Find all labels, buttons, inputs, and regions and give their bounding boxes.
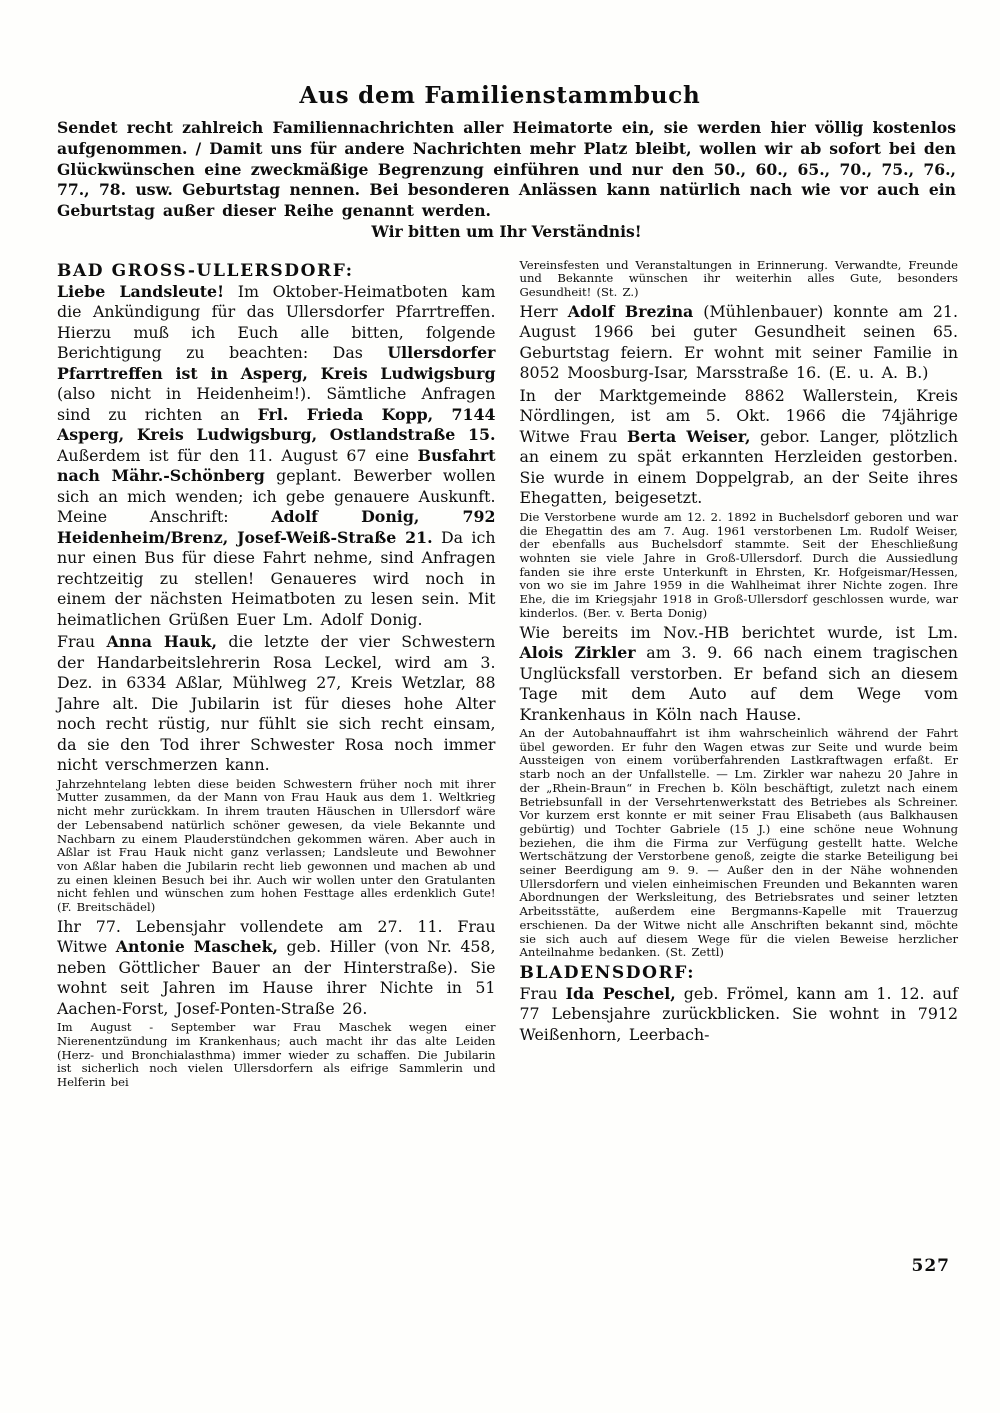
left-column bbox=[57, 258, 496, 1092]
bold-text: Antonie Maschek, bbox=[115, 937, 279, 957]
text: Frau bbox=[57, 632, 107, 652]
text: Herr bbox=[519, 301, 568, 321]
two-column-layout bbox=[57, 258, 958, 1092]
bold-text: Adolf Brezina bbox=[567, 301, 694, 321]
text: Ihr 77. Lebensjahr vollendete am 27. 11. Frau Witwe bbox=[57, 916, 496, 957]
text: (also nicht in Heidenheim!). Sämtliche Anfragen sind zu richten an bbox=[57, 384, 496, 424]
body-paragraph bbox=[520, 302, 959, 384]
text: Außerdem ist für den 11. August 67 eine bbox=[57, 445, 418, 465]
text: geb. Hiller (von Nr. 458, neben Göttlicher Bauer an der Hinterstraße). Sie wohnt seit Jahren im Hause ihrer Nichte in 51 Aachen-Forst, Josef-Ponten-Straße 26. bbox=[57, 937, 496, 1018]
right-column bbox=[520, 258, 959, 1092]
text: die letzte der vier Schwestern der Handarbeitslehrerin Rosa Leckel, wird am 3. Dez. in 6334 Aßlar, Mühlweg 27, Kreis Wetzlar, 88 Jahre alt. Die Jubilarin ist für dieses hohe Alter noch recht rüstig, nur fühlt sie sich recht einsam, da sie den Tod ihrer Schwester Rosa noch immer nicht verschmerzen kann. bbox=[57, 632, 496, 775]
text: Da ich nur einen Bus für diese Fahrt nehme, sind Anfragen rechtzeitig zu stellen! Genaueres wird noch in einem der nächsten Heimatboten zu lesen sein. Mit heimatlichen Grüßen Euer Lm. Adolf Donig. bbox=[57, 527, 496, 629]
bold-text: Adolf Donig, 792 Heidenheim/Brenz, Josef-Weiß-Straße 21. bbox=[57, 507, 496, 547]
bold-text: BAD GROSS-ULLERSDORF: bbox=[57, 260, 354, 281]
text: In der Marktgemeinde 8862 Wallerstein, Kreis Nördlingen, ist am 5. Okt. 1966 die 74jährige Witwe Frau bbox=[519, 385, 958, 446]
text: am 3. 9. 66 nach einem tragischen Unglücksfall verstorben. Er befand sich an diesem Tage mit dem Auto auf dem Wege vom Krankenhaus in Köln nach Hause. bbox=[519, 643, 958, 724]
text: Wie bereits im Nov.-HB berichtet wurde, ist Lm. bbox=[519, 622, 958, 642]
intro-closing-line: Wir bitten um Ihr Verständnis! bbox=[371, 221, 642, 241]
text: Frau bbox=[519, 983, 566, 1003]
body-paragraph bbox=[520, 386, 959, 509]
bold-text: Liebe Landsleute! bbox=[57, 281, 225, 301]
body-paragraph bbox=[57, 917, 496, 1020]
page-title: Aus dem Familienstammbuch bbox=[299, 82, 701, 109]
bold-text: Ullersdorfer Pfarrtreffen ist in Asperg, Kreis Ludwigsburg bbox=[57, 343, 496, 383]
text: Die Verstorbene wurde am 12. 2. 1892 in Buchelsdorf geboren und war die Ehegattin des am 7. Aug. 1961 verstorbenen Lm. Rudolf Weiser, der ebenfalls aus Buchelsdorf stammte. Seit der Eheschließung wohnten sie viele Jahre in Groß-Ullersdorf. Durch die Aussiedlung fanden sie ihre erste Unterkunft in Ehrsten, Kr. Hofgeismar/Hessen, von wo sie im Jahre 1959 in die Wahlheimat ihrer Nichte zogen. Ihre Ehe, die im Kriegsjahr 1918 in Groß-Ullersdorf geschlossen wurde, war kinderlos. (Ber. v. Berta Donig) bbox=[519, 509, 958, 620]
bold-text: Anna Hauk, bbox=[106, 632, 217, 652]
section-heading bbox=[520, 963, 959, 983]
body-paragraph bbox=[57, 282, 496, 631]
bold-text: Busfahrt nach Mähr.-Schönberg bbox=[57, 445, 496, 486]
text: An der Autobahnauffahrt ist ihm wahrscheinlich während der Fahrt übel geworden. Er fuhr den Wagen etwas zur Seite und wurde beim Aussteigen von einem vorüberfahrenden Lastkraftwagen erfaßt. Er starb noch an der Unfallstelle. — Lm. Zirkler war nahezu 20 Jahre in der „Rhein-Braun“ in Frechen b. Köln beschäftigt, zuletzt nach einem Betriebsunfall in der Versehrtenwerkstatt des Betriebes als Schreiner. Vor kurzem erst konnte er mit seiner Frau Elisabeth (aus Balkhausen gebürtig) und Tochter Gabriele (15 J.) eine schöne neue Wohnung beziehen, die ihm die Firma zur Verfügung gestellt hatte. Welche Wertschätzung der Verstorbene genoß, zeigte die starke Beteiligung bei seiner Beerdigung am 9. 9. — Außer den in der Nähe wohnenden Ullersdorfern und vielen einheimischen Freunden und Bekannten waren Abordnungen der Werksleitung, des Betriebsrates und seiner letzten Arbeitsstätte, außerdem eine Bergmanns-Kapelle mit Trauerzug erschienen. Da der Witwe nicht alle Anschriften bekannt sind, möchte sie sich auch auf diesem Wege für die vielen Beweise herzlicher Anteilnahme bedanken. (St. Zettl) bbox=[519, 726, 958, 960]
intro-paragraph: Sendet recht zahlreich Familiennachrichten aller Heimatorte ein, sie werden hier völlig kostenlos aufgenommen. / Damit uns für andere Nachrichten mehr Platz bleibt, wollen wir ab sofort bei den Glückwünschen eine zweckmäßige Begrenzung einführen und nur den 50., 60., 65., 70., 75., 76., 77., 78. usw. Geburtstag nennen. Bei besonderen Anlässen kann natürlich nach wie vor auch ein Geburtstag außer dieser Reihe genannt werden. bbox=[57, 118, 956, 221]
body-paragraph bbox=[57, 632, 496, 776]
text: gebor. Langer, plötzlich an einem zu spät erkannten Herzleiden gestorben. Sie wurde in einem Doppelgrab, an der Seite ihres Ehegatten, beigesetzt. bbox=[519, 426, 958, 508]
text: (Mühlenbauer) konnte am 21. August 1966 bei guter Gesundheit seinen 65. Geburtstag feiern. Er wohnt mit seiner Familie in 8052 Moosburg-Isar, Marsstraße 16. (E. u. A. B.) bbox=[519, 301, 959, 383]
text: Vereinsfesten und Veranstaltungen in Erinnerung. Verwandte, Freunde und Bekannte wünschen ihr weiterhin alles Gute, besonders Gesundheit! (St. Z.) bbox=[519, 257, 958, 300]
bold-text: Ida Peschel, bbox=[565, 983, 676, 1003]
small-print-paragraph bbox=[520, 259, 959, 300]
text: geplant. Bewerber wollen sich an mich wenden; ich gebe genauere Auskunft. Meine Anschrift: bbox=[57, 466, 496, 527]
small-print-paragraph bbox=[520, 511, 959, 621]
small-print-paragraph bbox=[520, 727, 959, 960]
bold-text: BLADENSDORF: bbox=[519, 962, 696, 983]
text: Jahrzehntelang lebten diese beiden Schwestern früher noch mit ihrer Mutter zusammen, da der Mann von Frau Hauk aus dem 1. Weltkrieg nicht mehr zurückkam. In ihrem trauten Häuschen in Ullersdorf wäre der Lebensabend natürlich schöner gewesen, da viele Bekannte und Nachbarn zu einem Plauderstündchen gekommen wären. Aber auch in Aßlar ist Frau Hauk nicht ganz verlassen; Landsleute und Bewohner von Aßlar haben die Jubilarin recht lieb gewonnen und machen ab und zu einen kleinen Besuch bei ihr. Auch wir wollen unter den Gratulanten nicht fehlen und wünschen zum hohen Festtage alles erdenklich Gute! (F. Breitschädel) bbox=[57, 776, 496, 915]
bold-text: Alois Zirkler bbox=[519, 643, 636, 663]
page-number: 527 bbox=[911, 1256, 950, 1276]
body-paragraph bbox=[520, 623, 959, 726]
bold-text: Frl. Frieda Kopp, 7144 Asperg, Kreis Ludwigsburg, Ostlandstraße 15. bbox=[57, 404, 496, 445]
text: Im August - September war Frau Maschek wegen einer Nierenentzündung im Krankenhaus; auch macht ihr das alte Leiden (Herz- und Bronchialasthma) immer wieder zu schaffen. Die Jubilarin ist sicherlich noch vielen Ullersdorfern als eifrige Sammlerin und Helferin bei bbox=[57, 1020, 496, 1090]
text: Im Oktober-Heimatboten kam die Ankündigung für das Ullersdorfer Pfarrtreffen. Hierzu muß ich Euch alle bitten, folgende Berichtigung zu beachten: Das bbox=[57, 281, 496, 363]
small-print-paragraph bbox=[57, 1021, 496, 1090]
section-heading bbox=[57, 261, 496, 281]
text: geb. Frömel, kann am 1. 12. auf 77 Lebensjahre zurückblicken. Sie wohnt in 7912 Weißenhorn, Leerbach- bbox=[519, 983, 958, 1044]
bold-text: Berta Weiser, bbox=[627, 426, 751, 446]
small-print-paragraph bbox=[57, 778, 496, 915]
body-paragraph bbox=[520, 984, 959, 1046]
